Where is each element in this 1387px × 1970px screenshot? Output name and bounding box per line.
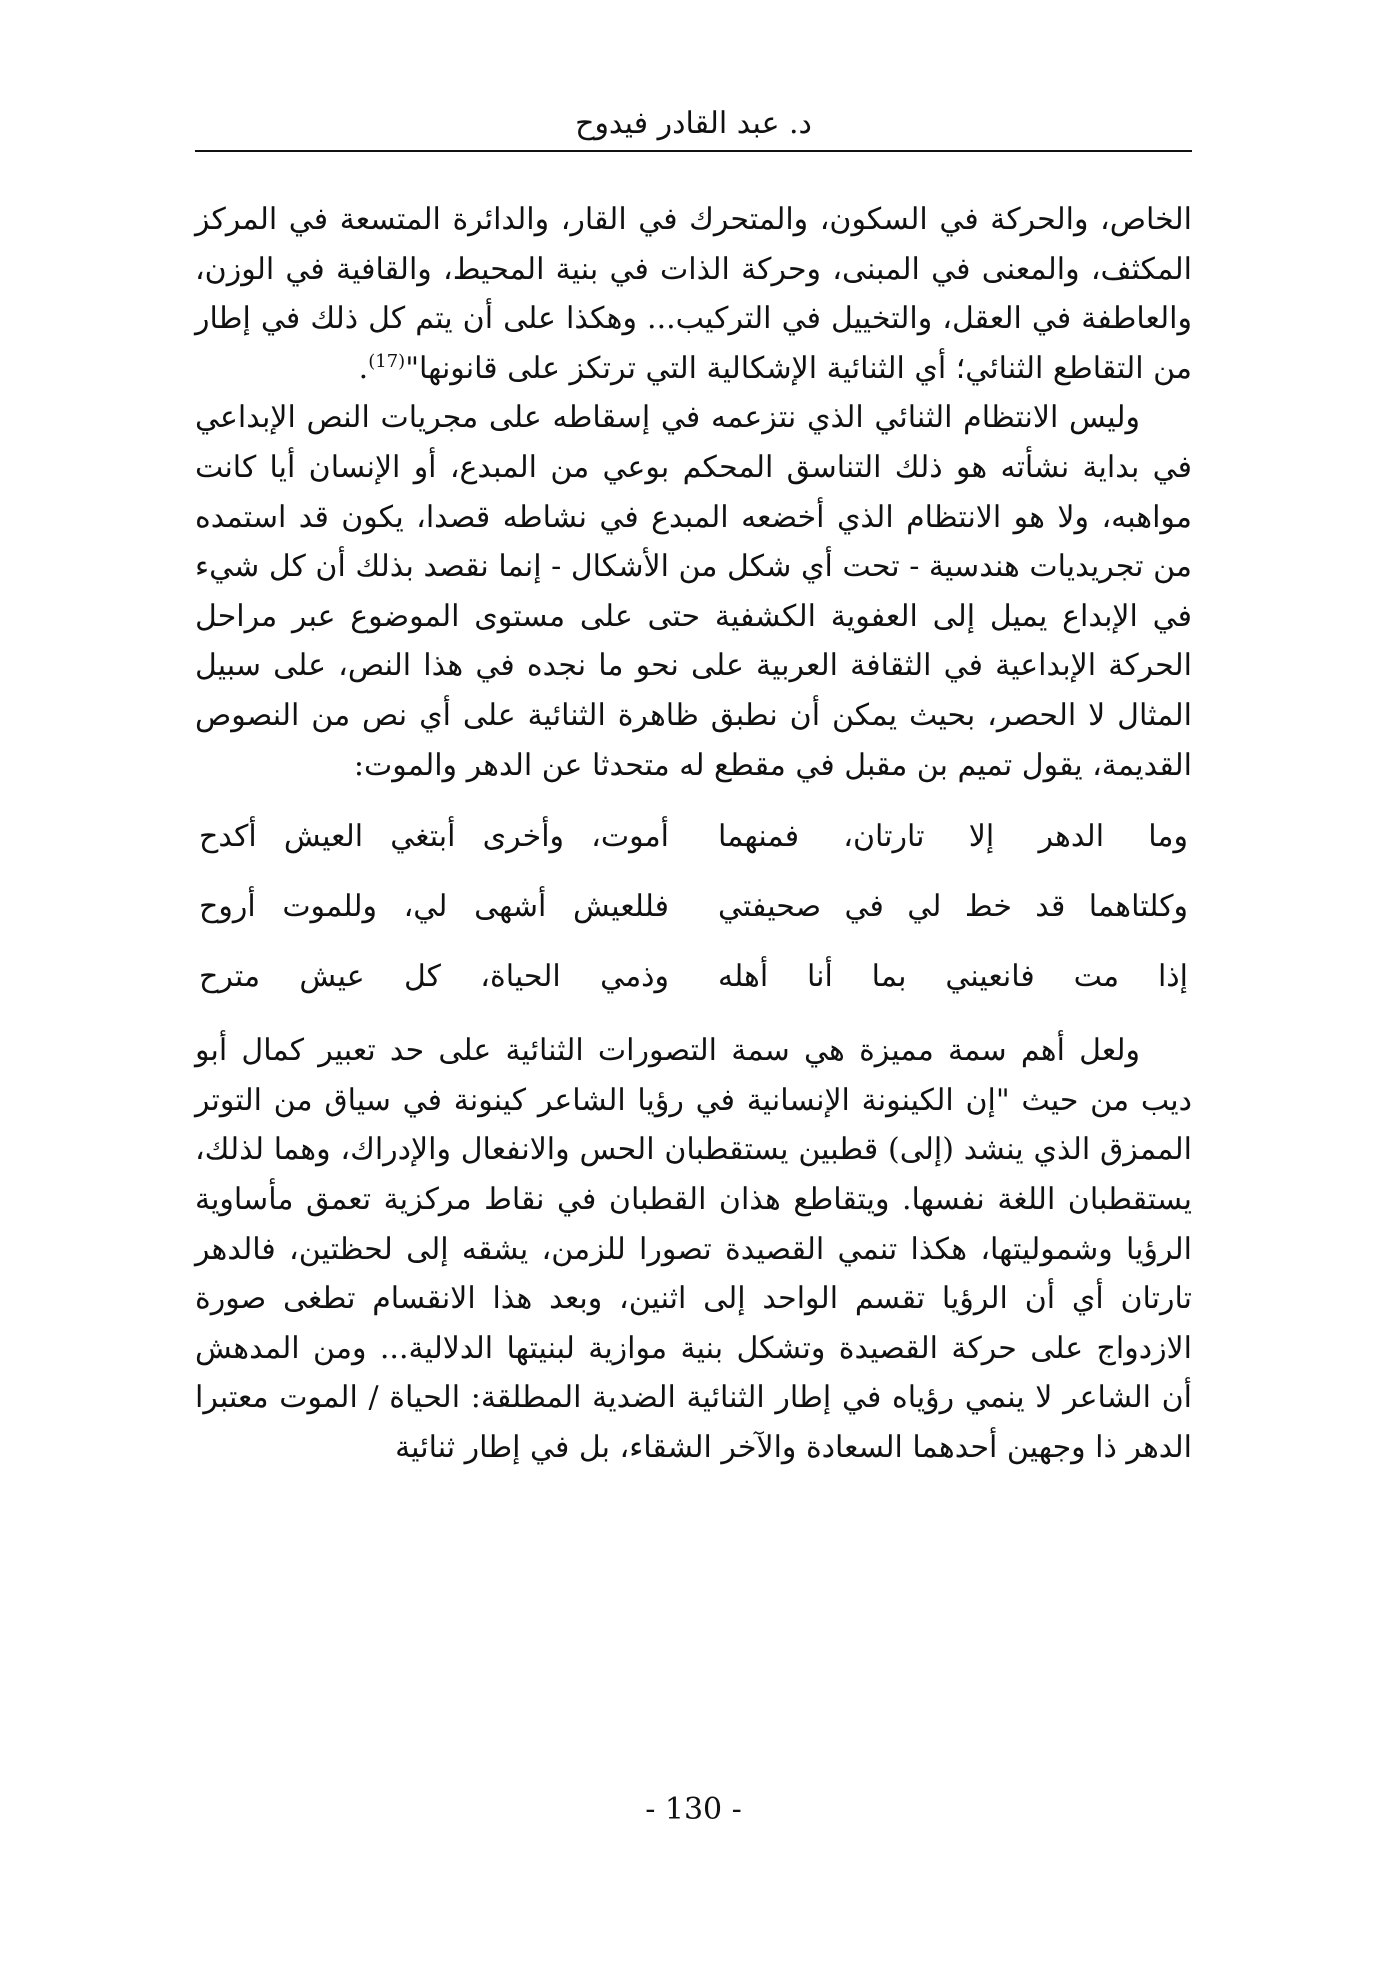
verse-2-first-hemistich: وكلتاهما قد خط لي في صحيفتي: [718, 889, 1188, 925]
paragraph-3: [195, 1026, 1192, 1472]
verse-3-first-hemistich: إذا مت فانعيني بما أنا أهله: [718, 959, 1188, 995]
running-header-author: د. عبد القادر فيدوح: [575, 106, 812, 141]
verse-2-second-hemistich: فللعيش أشهى لي، وللموت أروح: [199, 889, 669, 925]
header-divider: [195, 150, 1192, 152]
poem-verse-3: [195, 942, 1192, 1012]
verse-3-second-hemistich: وذمي الحياة، كل عيش مترح: [199, 959, 669, 995]
paragraph-1-tail: .: [358, 350, 369, 386]
poem-verse-2: [195, 872, 1192, 942]
paragraph-3-text: ولعل أهم سمة مميزة هي سمة التصورات الثنائية على حد تعبير كمال أبو ديب من حيث "إن الكينونة الإنسانية في رؤيا الشاعر كينونة في سياق من التوتر الممزق الذي ينشد (إلى) قطبين يستقطبان الحس والانفعال والإدراك، وهما لذلك، يستقطبان اللغة نفسها. ويتقاطع هذان القطبان في نقاط مركزية تعمق مأساوية الرؤيا وشموليتها، هكذا تنمي القصيدة تصورا للزمن، يشقه إلى لحظتين، فالدهر تارتان أي أن الرؤيا تقسم الواحد إلى اثنين، وبعد هذا الانقسام تطغى صورة الازدواج على حركة القصيدة وتشكل بنية موازية لبنيتها الدلالية... ومن المدهش أن الشاعر لا ينمي رؤياه في إطار الثنائية الضدية المطلقة: الحياة / الموت معتبرا الدهر ذا وجهين أحدهما السعادة والآخر الشقاء، بل في إطار ثنائية: [195, 1033, 1192, 1465]
poem-verse-1: [195, 802, 1192, 872]
body-text: [195, 195, 1192, 1472]
poem-block: [195, 802, 1192, 1012]
footnote-reference: (17): [368, 350, 406, 372]
paragraph-1: [195, 195, 1192, 393]
paragraph-2-text: وليس الانتظام الثنائي الذي نتزعمه في إسقاطه على مجريات النص الإبداعي في بداية نشأته هو ذلك التناسق المحكم بوعي من المبدع، أو الإنسان أيا كانت مواهبه، ولا هو الانتظام الذي أخضعه المبدع في نشاطه قصدا، يكون قد استمده من تجريديات هندسية - تحت أي شكل من الأشكال - إنما نقصد بذلك أن كل شيء في الإبداع يميل إلى العفوية الكشفية حتى على مستوى الموضوع عبر مراحل الحركة الإبداعية في الثقافة العربية على نحو ما نجده في هذا النص، على سبيل المثال لا الحصر، بحيث يمكن أن نطبق ظاهرة الثنائية على أي نص من النصوص القديمة، يقول تميم بن مقبل في مقطع له متحدثا عن الدهر والموت:: [195, 400, 1192, 783]
verse-1-second-hemistich: أموت، وأخرى أبتغي العيش أكدح: [199, 819, 669, 855]
paragraph-2: [195, 393, 1192, 790]
verse-1-first-hemistich: وما الدهر إلا تارتان، فمنهما: [718, 819, 1188, 855]
page-number: - 130 -: [645, 1792, 742, 1827]
paragraph-1-text: الخاص، والحركة في السكون، والمتحرك في القار، والدائرة المتسعة في المركز المكثف، والمعنى في المبنى، وحركة الذات في بنية المحيط، والقافية في الوزن، والعاطفة في العقل، والتخييل في التركيب... وهكذا على أن يتم كل ذلك في إطار من التقاطع الثنائي؛ أي الثنائية الإشكالية التي ترتكز على قانونها": [195, 202, 1192, 386]
